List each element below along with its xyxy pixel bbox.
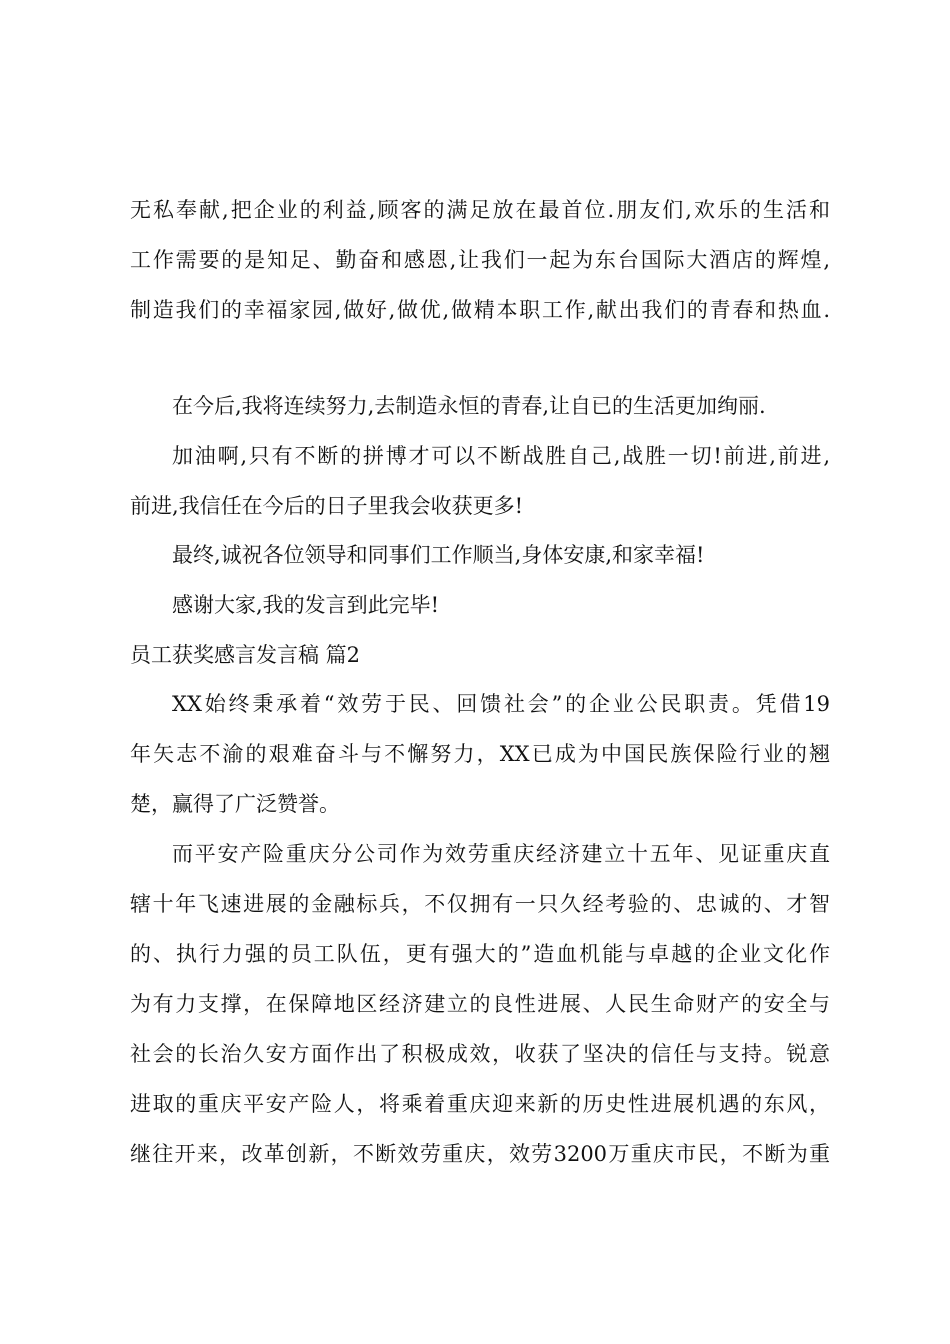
paragraph-line: 无私奉献,把企业的利益,顾客的满足放在最首位.朋友们,欢乐的生活和 xyxy=(130,198,830,222)
paragraph-line: 的、执行力强的员工队伍，更有强大的”造血机能与卓越的企业文化作 xyxy=(130,942,830,966)
paragraph-line: XX始终秉承着“效劳于民、回馈社会”的企业公民职责。凭借19 xyxy=(172,692,830,716)
paragraph-line: 在今后,我将连续努力,去制造永恒的青春,让自已的生活更加绚丽. xyxy=(172,394,766,418)
paragraph-line: 前进,我信任在今后的日子里我会收获更多! xyxy=(130,494,524,518)
paragraph-line: 工作需要的是知足、勤奋和感恩,让我们一起为东台国际大酒店的辉煌, xyxy=(130,248,830,272)
section-heading: 员工获奖感言发言稿 篇2 xyxy=(130,643,361,667)
paragraph-line: 楚，赢得了广泛赞誉。 xyxy=(130,792,340,816)
paragraph-line: 加油啊,只有不断的拼博才可以不断战胜自己,战胜一切!前进,前进, xyxy=(172,444,830,468)
paragraph-line: 继往开来，改革创新，不断效劳重庆，效劳3200万重庆市民，不断为重 xyxy=(130,1142,830,1166)
paragraph-line: 社会的长治久安方面作出了积极成效，收获了坚决的信任与支持。锐意 xyxy=(130,1042,830,1066)
paragraph-line: 年矢志不渝的艰难奋斗与不懈努力，XX已成为中国民族保险行业的翘 xyxy=(130,742,830,766)
paragraph-line: 最终,诚祝各位领导和同事们工作顺当,身体安康,和家幸福! xyxy=(172,543,705,567)
paragraph-line: 感谢大家,我的发言到此完毕! xyxy=(172,593,440,617)
paragraph-line: 进取的重庆平安产险人，将乘着重庆迎来新的历史性进展机遇的东风， xyxy=(130,1092,830,1116)
paragraph-line: 辖十年飞速进展的金融标兵，不仅拥有一只久经考验的、忠诚的、才智 xyxy=(130,892,830,916)
paragraph-line: 为有力支撑，在保障地区经济建立的良性进展、人民生命财产的安全与 xyxy=(130,992,830,1016)
paragraph-line: 而平安产险重庆分公司作为效劳重庆经济建立十五年、见证重庆直 xyxy=(172,842,830,866)
paragraph-line: 制造我们的幸福家园,做好,做优,做精本职工作,献出我们的青春和热血. xyxy=(130,298,830,322)
